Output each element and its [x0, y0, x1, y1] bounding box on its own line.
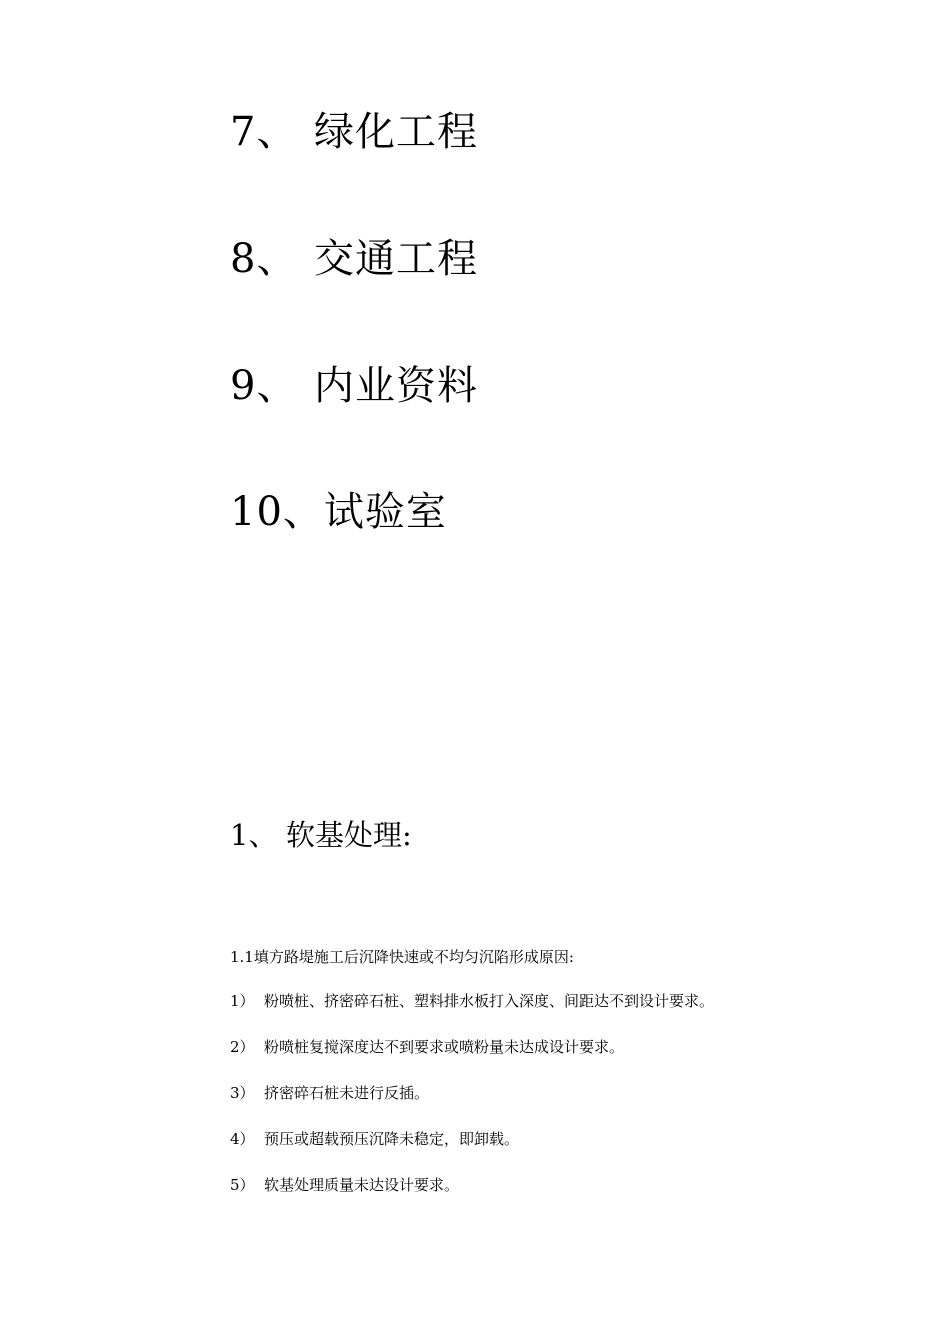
toc-item-7	[230, 108, 478, 156]
list-item-text: 粉喷桩复搅深度达不到要求或喷粉量未达成设计要求。	[264, 1038, 625, 1056]
toc-item-number: 9、	[230, 363, 298, 409]
list-item-number: 4）	[230, 1130, 255, 1148]
section-heading	[230, 815, 412, 855]
toc-item-title: 内业资料	[314, 363, 478, 409]
section-number: 1、	[230, 818, 278, 852]
list-item	[230, 1174, 714, 1220]
section-title: 软基处理:	[286, 818, 412, 852]
list-item-text: 预压或超载预压沉降未稳定，即卸载。	[264, 1130, 520, 1148]
list-item-number: 2）	[230, 1038, 255, 1056]
toc-item-number: 10、	[230, 489, 324, 535]
list-item-number: 3）	[230, 1084, 255, 1102]
toc-item-title: 绿化工程	[314, 109, 478, 155]
subsection-heading: 1.1填方路堤施工后沉降快速或不均匀沉陷形成原因:	[230, 948, 574, 966]
toc-item-number: 8、	[230, 236, 298, 282]
list-item-text: 挤密碎石桩未进行反插。	[264, 1084, 430, 1102]
list-item-text: 粉喷桩、挤密碎石桩、塑料排水板打入深度、间距达不到设计要求。	[264, 992, 715, 1010]
toc-item-10	[230, 488, 447, 536]
list-item-number: 1）	[230, 992, 255, 1010]
toc-item-8	[230, 235, 478, 283]
list-item	[230, 990, 714, 1036]
list-item	[230, 1082, 714, 1128]
cause-list	[230, 990, 714, 1220]
list-item-text: 软基处理质量未达设计要求。	[264, 1176, 460, 1194]
toc-item-title: 交通工程	[314, 236, 478, 282]
list-item-number: 5）	[230, 1176, 255, 1194]
toc-item-9	[230, 362, 478, 410]
list-item	[230, 1128, 714, 1174]
list-item	[230, 1036, 714, 1082]
toc-item-title: 试验室	[323, 489, 447, 535]
toc-item-number: 7、	[230, 109, 298, 155]
